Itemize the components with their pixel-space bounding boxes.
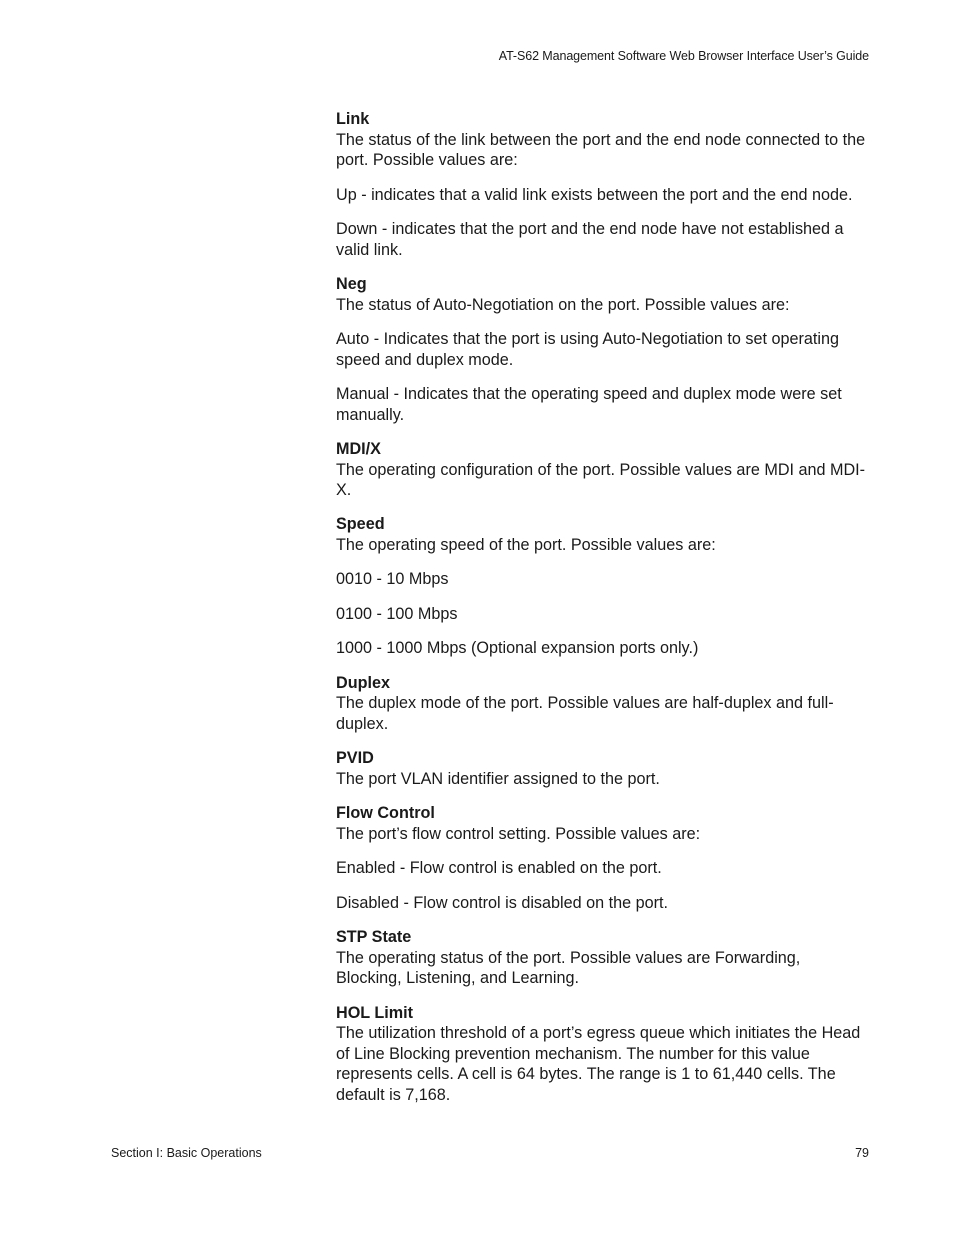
description-paragraph: The duplex mode of the port. Possible values are half-duplex and full-duplex. <box>336 694 834 733</box>
entry-neg <box>336 274 870 425</box>
entry-stp-state <box>336 927 870 989</box>
entry-mdix <box>336 439 870 501</box>
term-heading: HOL Limit <box>336 1003 414 1022</box>
field-definitions <box>336 109 870 1106</box>
entry-speed <box>336 514 870 658</box>
term-heading: Speed <box>336 515 385 534</box>
term-heading: Link <box>336 110 370 128</box>
description-paragraph: The status of the link between the port and the end node connected to the port. Possible values are: <box>336 130 866 170</box>
entry-duplex <box>336 673 870 735</box>
description-paragraph: The port’s flow control setting. Possible values are: <box>336 824 701 843</box>
value-paragraph: Disabled - Flow control is disabled on the port. <box>336 893 669 912</box>
description-paragraph: The port VLAN identifier assigned to the port. <box>336 769 660 788</box>
term-heading: STP State <box>336 927 412 946</box>
entry-hol-limit <box>336 1003 870 1106</box>
term-heading: Neg <box>336 274 367 293</box>
page-number: 79 <box>855 1146 869 1160</box>
value-paragraph: Down - indicates that the port and the end node have not established a valid link. <box>336 219 844 259</box>
value-paragraph: 1000 - 1000 Mbps (Optional expansion ports only.) <box>336 639 699 658</box>
running-header: AT-S62 Management Software Web Browser Interface User’s Guide <box>498 49 869 63</box>
value-paragraph: Enabled - Flow control is enabled on the port. <box>336 859 662 878</box>
term-heading: MDI/X <box>336 439 381 458</box>
term-heading: Flow Control <box>336 804 435 823</box>
value-paragraph: Auto - Indicates that the port is using Auto-Negotiation to set operating speed and duplex mode. <box>336 329 840 369</box>
description-paragraph: The operating status of the port. Possible values are Forwarding, Blocking, Listening, and Learning. <box>336 948 801 988</box>
footer-section-title: Section I: Basic Operations <box>111 1146 262 1160</box>
value-paragraph: 0010 - 10 Mbps <box>336 570 449 589</box>
description-paragraph: The utilization threshold of a port’s egress queue which initiates the Head of Line Blocking prevention mechanism. The number for this value represents cells. A cell is 64 bytes. The range is 1 to 61,440 cells. The default is 7,168. <box>336 1024 861 1104</box>
term-heading: PVID <box>336 749 374 768</box>
entry-flow-control <box>336 803 870 913</box>
value-paragraph: Up - indicates that a valid link exists between the port and the end node. <box>336 185 853 204</box>
description-paragraph: The operating speed of the port. Possible values are: <box>336 536 716 555</box>
description-paragraph: The operating configuration of the port. Possible values are MDI and MDI-X. <box>336 460 866 500</box>
description-paragraph: The status of Auto-Negotiation on the port. Possible values are: <box>336 295 790 314</box>
entry-link <box>336 109 870 260</box>
value-paragraph: 0100 - 100 Mbps <box>336 604 458 623</box>
term-heading: Duplex <box>336 673 390 692</box>
value-paragraph: Manual - Indicates that the operating speed and duplex mode were set manually. <box>336 384 842 424</box>
entry-pvid <box>336 748 870 789</box>
